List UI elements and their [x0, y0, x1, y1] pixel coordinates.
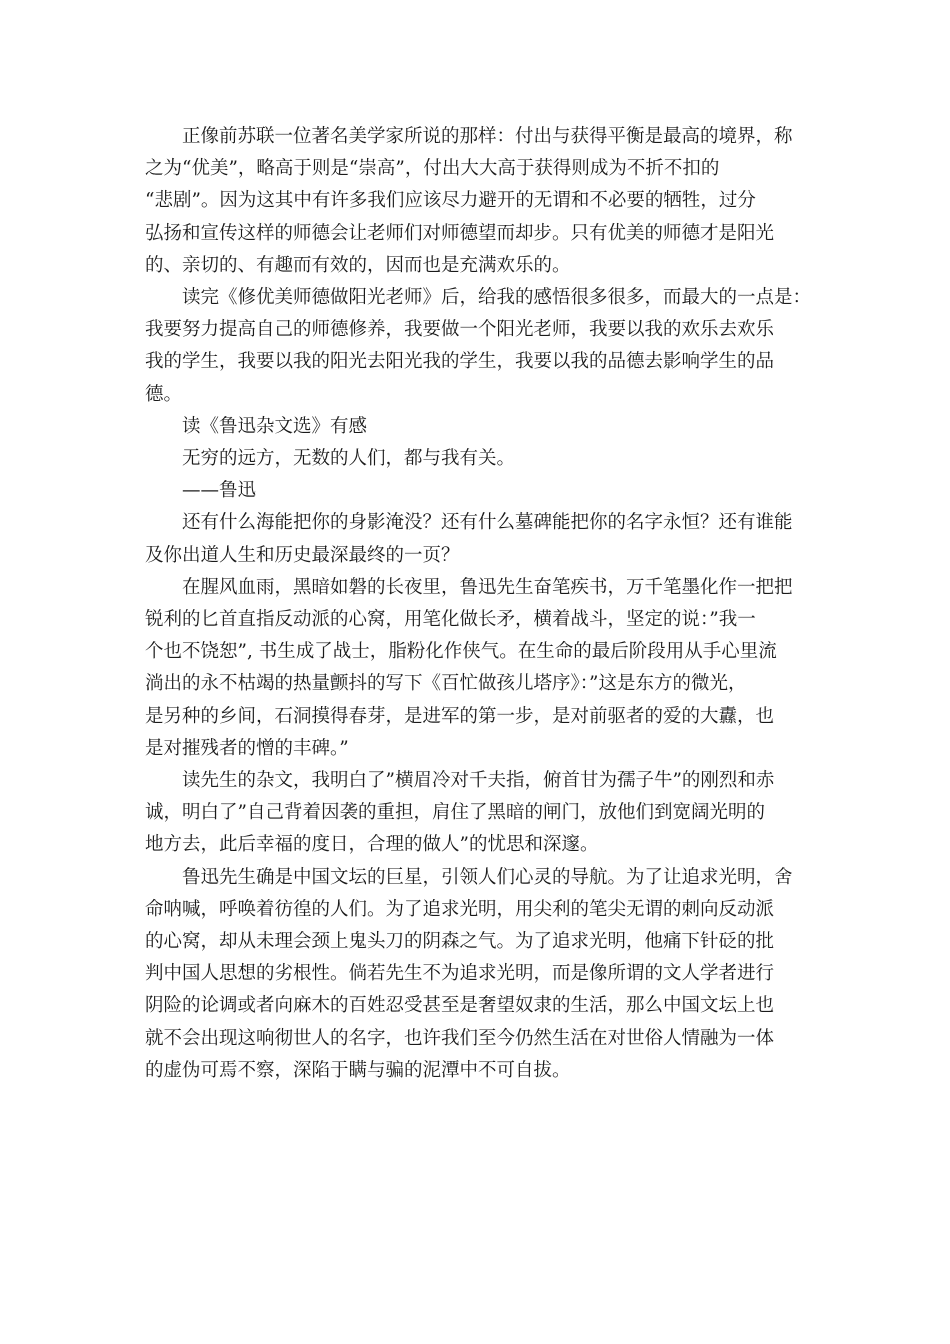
- text-line: “悲剧”。因为这其中有许多我们应该尽力避开的无谓和不必要的牺牲，过分: [145, 190, 756, 212]
- text-line: 的虚伪可焉不察，深陷于瞒与骗的泥潭中不可自拔。: [145, 1059, 571, 1081]
- text-line: 就不会出现这响彻世人的名字，也许我们至今仍然生活在对世俗人情融为一体: [145, 1027, 775, 1049]
- text-line: 无穷的远方，无数的人们，都与我有关。: [182, 448, 516, 470]
- text-line: 地方去，此后幸福的度日，合理的做人”的忧思和深邃。: [145, 834, 599, 856]
- text-line: 在腥风血雨，黑暗如磐的长夜里，鲁迅先生奋笔疾书，万千笔墨化作一把把: [182, 576, 793, 598]
- text-line: 还有什么海能把你的身影淹没？还有什么墓碑能把你的名字永恒？还有谁能: [182, 512, 793, 534]
- text-line: 诚，明白了”自己背着因袭的重担，肩住了黑暗的闸门，放他们到宽阔光明的: [145, 802, 765, 824]
- paragraph-4: [145, 572, 810, 765]
- text-line: 读《鲁迅杂文选》有感: [182, 415, 368, 437]
- text-line: 命呐喊，呼唤着彷徨的人们。为了追求光明，用尖利的笔尖无谓的刺向反动派: [145, 898, 775, 920]
- epigraph-author: [145, 475, 810, 507]
- text-line: 鲁迅先生确是中国文坛的巨星，引领人们心灵的导航。为了让追求光明，舍: [182, 866, 793, 888]
- text-line: 读完《修优美师德做阳光老师》后，给我的感悟很多很多，而最大的一点是：: [182, 287, 812, 309]
- text-line: 锐利的匕首直指反动派的心窝，用笔化做长矛，横着战斗，坚定的说：”我一: [145, 609, 756, 631]
- epigraph-quote: [145, 443, 810, 475]
- text-line: 之为“优美”，略高于则是“崇高”，付出大大高于获得则成为不折不扣的: [145, 158, 720, 180]
- text-line: 的心窝，却从未理会颈上鬼头刀的阴森之气。为了追求光明，他痛下针砭的批: [145, 931, 775, 953]
- text-line: 判中国人思想的劣根性。倘若先生不为追求光明，而是像所谓的文人学者进行: [145, 963, 775, 985]
- paragraph-2: [145, 282, 810, 411]
- text-line: 是另种的乡间，石洞摸得春芽，是进军的第一步，是对前驱者的爱的大纛，也: [145, 705, 775, 727]
- paragraph-1: [145, 121, 810, 282]
- text-line: 我的学生，我要以我的阳光去阳光我的学生，我要以我的品德去影响学生的品: [145, 351, 775, 373]
- text-line: 是对摧残者的憎的丰碑。”: [145, 737, 349, 759]
- text-line: 淌出的永不枯竭的热量颤抖的写下《百忙做孩儿塔序》：”这是东方的微光，: [145, 673, 747, 695]
- text-line: 弘扬和宣传这样的师德会让老师们对师德望而却步。只有优美的师德才是阳光: [145, 222, 775, 244]
- paragraph-3: [145, 507, 810, 571]
- text-line: 读先生的杂文，我明白了”横眉冷对千夫指，俯首甘为孺子牛”的刚烈和赤: [182, 770, 775, 792]
- paragraph-6: [145, 862, 810, 1087]
- text-line: 个也不饶恕”, 书生成了战士，脂粉化作侠气。在生命的最后阶段用从手心里流: [145, 641, 777, 663]
- text-line: 及你出道人生和历史最深最终的一页？: [145, 544, 460, 566]
- section-title: [145, 411, 810, 443]
- text-line: 阴险的论调或者向麻木的百姓忍受甚至是奢望奴隶的生活，那么中国文坛上也: [145, 995, 775, 1017]
- text-line: 德。: [145, 383, 183, 405]
- document-body: [145, 121, 810, 1087]
- text-line: 的、亲切的、有趣而有效的，因而也是充满欢乐的。: [145, 254, 571, 276]
- text-line: ——鲁迅: [182, 480, 257, 502]
- paragraph-5: [145, 765, 810, 862]
- text-line: 我要努力提高自己的师德修养，我要做一个阳光老师，我要以我的欢乐去欢乐: [145, 319, 775, 341]
- text-line: 正像前苏联一位著名美学家所说的那样：付出与获得平衡是最高的境界，称: [182, 126, 793, 147]
